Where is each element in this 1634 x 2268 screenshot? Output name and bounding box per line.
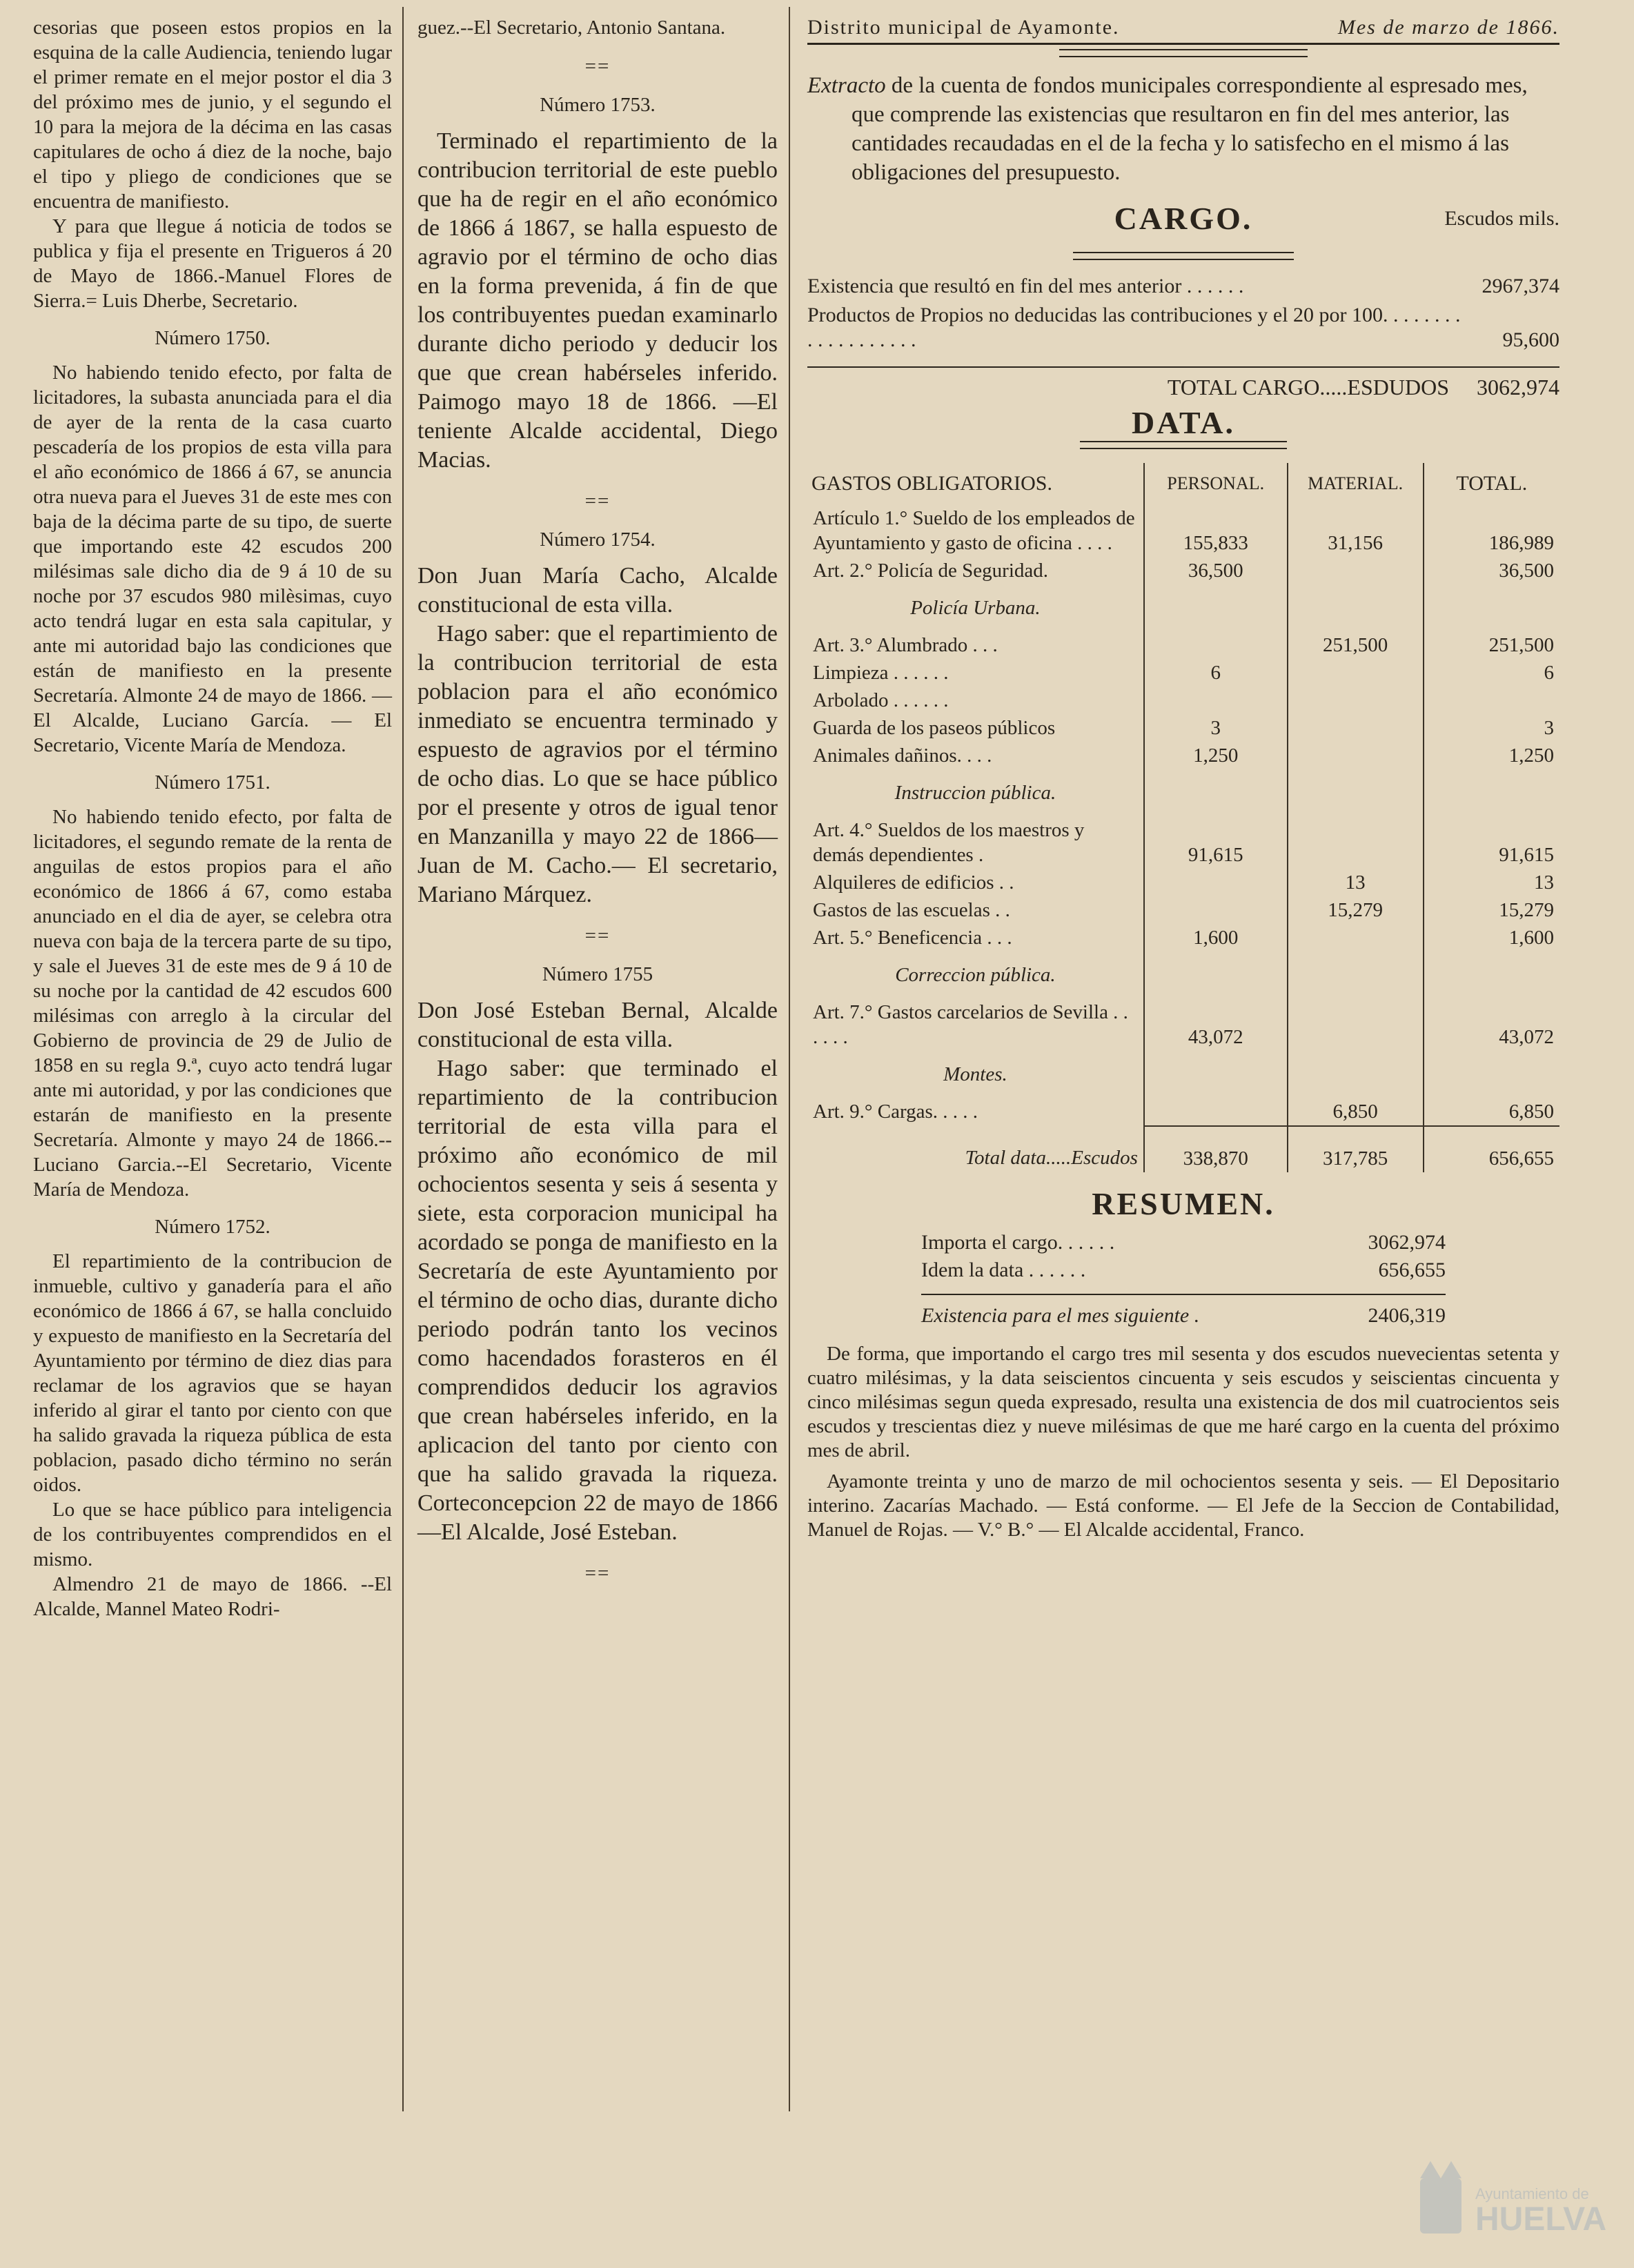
row-label: Art. 2.° Policía de Seguridad. <box>813 560 1049 582</box>
cargo-value: 95,600 <box>1502 328 1559 351</box>
cell-personal <box>1144 1098 1288 1126</box>
header-district: Distrito municipal de Ayamonte. <box>807 16 1120 39</box>
cell-personal: 43,072 <box>1144 998 1288 1051</box>
cell-personal: 1,600 <box>1144 924 1288 951</box>
closing-paragraph: Ayamonte treinta y uno de marzo de mil ochocientos sesenta y seis. — El Depositario interino. Zacarías Machado. — Está conforme. — El Jefe de la Seccion de Contabilidad, Manuel de Rojas. — V.° B.° — El Alcalde accidental, Franco. <box>807 1470 1559 1541</box>
cell-material <box>1288 687 1424 714</box>
cargo-row <box>807 274 1559 299</box>
notice-number: Número 1752. <box>155 1216 270 1238</box>
empty-cell <box>1424 584 1559 631</box>
empty-cell <box>1288 769 1424 816</box>
resumen-title: RESUMEN. <box>1092 1186 1275 1221</box>
table-row <box>807 504 1559 557</box>
cell-total: 6 <box>1424 659 1559 687</box>
column-header-total: TOTAL. <box>1424 463 1559 504</box>
watermark-line1: Ayuntamiento de <box>1475 2185 1589 2202</box>
notice-number: Número 1751. <box>155 771 270 793</box>
table-row <box>807 714 1559 742</box>
empty-cell <box>1288 584 1424 631</box>
notice-number: Número 1753. <box>540 94 656 116</box>
column-middle <box>417 15 778 1599</box>
cell-personal: 91,615 <box>1144 816 1288 869</box>
cargo-label: Existencia que resultó en fin del mes anterior . . . . . . <box>807 275 1244 297</box>
row-label: Arbolado . . . . . . <box>813 689 949 711</box>
row-label: Guarda de los paseos públicos <box>813 717 1056 739</box>
cell-personal: 6 <box>1144 659 1288 687</box>
row-label: Total data.....Escudos <box>965 1147 1138 1169</box>
resumen-block <box>921 1230 1446 1328</box>
units-label: Escudos mils. <box>1444 207 1559 230</box>
resumen-label: Existencia para el mes siguiente . <box>921 1304 1200 1327</box>
ornament-rule <box>1073 252 1294 260</box>
cell-material <box>1288 998 1424 1051</box>
notice-number: Número 1754. <box>540 529 656 551</box>
text-paragraph: Hago saber: que terminado el repartimiento de la contribucion territorial de esta villa para el próximo año económico de mil ochocientos sesenta y seis á sesenta y siete, esta corporacion municipal ha acordado se ponga de manifiesto en la Secretaría de este Ayuntamiento por el término de ocho dias, durante dicho periodo podrán tanto los vecinos como hacendados forasteros en él comprendidos deducir los agravios que crean habérseles inferido, en la aplicacion del tanto por ciento con que ha salido gravada la riqueza. Corteconcepcion 22 de mayo de 1866 —El Alcalde, José Esteban. <box>417 1056 778 1545</box>
cell-personal: 3 <box>1144 714 1288 742</box>
text-paragraph: El repartimiento de la contribucion de inmueble, cultivo y ganadería para el año económico de 1866 á 67, se halla concluido y expuesto de manifiesto en la Secretaría del Ayuntamiento por término de diez dias para reclamar de los agravios que se hayan inferido al girar el tanto por ciento con que ha salido gravada la riqueza pública de esta poblacion, pasado dicho término no serán oidos. <box>33 1250 392 1496</box>
cell-total: 1,250 <box>1424 742 1559 769</box>
section-heading: Correccion pública. <box>895 964 1056 986</box>
cell-total: 36,500 <box>1424 557 1559 584</box>
cell-material <box>1288 816 1424 869</box>
resumen-label: Idem la data . . . . . . <box>921 1259 1086 1281</box>
text-paragraph: No habiendo tenido efecto, por falta de licitadores, la subasta anunciada para el dia de ayer de la renta de la casa cuarto pescadería de los propios de esta villa para el año económico de 1866 á 67, se anuncia otra nueva para el Jueves 31 de este mes con baja de la décima parte de su tipo, de suerte que importando este 42 escudos 200 milésimas sale dicho dia de 9 á 10 de su noche por 37 escudos 980 milèsimas, cuyo acto tendrá lugar en esta sala capitular, y ante mi autoridad bajo las condiciones que están de manifiesto en la presente Secretaría. Almonte 24 de mayo de 1866. — El Alcalde, Luciano García. — El Secretario, Vicente María de Mendoza. <box>33 362 392 756</box>
cell-personal: 36,500 <box>1144 557 1288 584</box>
table-row <box>807 659 1559 687</box>
watermark-logo <box>1406 2151 1613 2254</box>
row-label: Art. 9.° Cargas. . . . . <box>813 1101 978 1123</box>
cell-material: 6,850 <box>1288 1098 1424 1126</box>
table-row <box>807 631 1559 659</box>
resumen-value: 2406,319 <box>1368 1304 1446 1327</box>
cell-total <box>1424 687 1559 714</box>
text-paragraph: Don José Esteban Bernal, Alcalde constitucional de esta villa. <box>417 998 778 1052</box>
empty-cell <box>1288 951 1424 998</box>
cell-material <box>1288 659 1424 687</box>
table-row <box>807 998 1559 1051</box>
cell-material: 31,156 <box>1288 504 1424 557</box>
row-label: Art. 5.° Beneficencia . . . <box>813 927 1012 949</box>
section-row <box>807 951 1559 998</box>
cell-material <box>1288 714 1424 742</box>
text-paragraph: Don Juan María Cacho, Alcalde constitucional de esta villa. <box>417 563 778 618</box>
extract-lead: Extracto <box>807 73 886 98</box>
text-paragraph: Lo que se hace público para inteligencia de los contribuyentes comprendidos en el mismo. <box>33 1499 392 1570</box>
crown-icon <box>1420 2161 1461 2234</box>
extract-text: de la cuenta de fondos municipales correspondiente al espresado mes, que comprende las existencias que resultaron en fin del mes anterior, las cantidades recaudadas en el de la fecha y lo satisfecho en el mismo á las obligaciones del presupuesto. <box>852 73 1528 185</box>
text-paragraph: guez.--El Secretario, Antonio Santana. <box>417 17 726 39</box>
cargo-value: 2967,374 <box>1482 275 1559 297</box>
cell-total: 186,989 <box>1424 504 1559 557</box>
resumen-row <box>921 1294 1446 1328</box>
column-divider <box>402 7 404 2111</box>
resumen-row <box>921 1258 1446 1283</box>
cell-personal: 155,833 <box>1144 504 1288 557</box>
cargo-row <box>807 303 1559 353</box>
gastos-heading: GASTOS OBLIGATORIOS. <box>811 472 1052 495</box>
empty-cell <box>1424 769 1559 816</box>
table-row <box>807 924 1559 951</box>
row-label: Art. 4.° Sueldos de los maestros y demás dependientes . <box>813 819 1085 866</box>
column-header-material: MATERIAL. <box>1288 463 1424 504</box>
column-divider <box>789 7 790 2111</box>
total-cargo-label: TOTAL CARGO.....ESDUDOS <box>1167 375 1449 400</box>
cell-personal <box>1144 631 1288 659</box>
cell-material: 15,279 <box>1288 896 1424 924</box>
column-right <box>807 15 1559 1549</box>
table-header-row <box>807 463 1559 504</box>
cargo-label: Productos de Propios no deducidas las contribuciones y el 20 por 100. . . . . . . . . . . . . . . . . . . <box>807 304 1461 351</box>
cell-material: 251,500 <box>1288 631 1424 659</box>
table-row <box>807 742 1559 769</box>
ornament-rule <box>1080 441 1287 449</box>
row-label: Art. 3.° Alumbrado . . . <box>813 634 998 656</box>
cell-material: 13 <box>1288 869 1424 896</box>
table-row <box>807 869 1559 896</box>
table-row <box>807 557 1559 584</box>
text-paragraph: Hago saber: que el repartimiento de la contribucion territorial de esta poblacion para el año económico inmediato se encuentra terminado y espuesto de agravios por el término de ocho dias. Lo que se hace público por el presente y otros de igual tenor en Manzanilla y mayo 22 de 1866—Juan de M. Cacho.— El secretario, Mariano Márquez. <box>417 621 778 907</box>
section-row <box>807 769 1559 816</box>
text-paragraph: Y para que llegue á noticia de todos se publica y fija el presente en Trigueros á 20 de Mayo de 1866.-Manuel Flores de Sierra.= Luis Dherbe, Secretario. <box>33 215 392 312</box>
cell-personal <box>1144 896 1288 924</box>
empty-cell <box>1424 951 1559 998</box>
cell-material <box>1288 742 1424 769</box>
section-row <box>807 1051 1559 1098</box>
cell-total: 91,615 <box>1424 816 1559 869</box>
header-date: Mes de marzo de 1866. <box>1337 16 1559 39</box>
cargo-heading <box>807 201 1559 245</box>
text-paragraph: Almendro 21 de mayo de 1866. --El Alcalde, Mannel Mateo Rodri- <box>33 1573 392 1620</box>
resumen-label: Importa el cargo. . . . . . <box>921 1231 1115 1254</box>
cell-personal <box>1144 687 1288 714</box>
notice-number: Número 1755 <box>542 963 653 985</box>
watermark-line2: HUELVA <box>1475 2201 1607 2238</box>
ornament-rule <box>1059 49 1308 57</box>
separator: == <box>584 1562 611 1584</box>
data-table-body <box>807 504 1559 1172</box>
cell-material: 317,785 <box>1288 1126 1424 1172</box>
separator: == <box>584 925 611 947</box>
empty-cell <box>1424 1051 1559 1098</box>
section-heading: Policía Urbana. <box>910 597 1041 619</box>
separator: == <box>584 55 611 77</box>
cargo-title: CARGO. <box>1114 201 1253 236</box>
total-cargo <box>807 366 1559 400</box>
text-paragraph: Terminado el repartimiento de la contribucion territorial de este pueblo que ha de regir en el año económico de 1866 á 1867, se halla espuesto de agravio por el término de ocho dias en la forma prevenida, á fin de que los contribuyentes puedan examinarlo durante dicho periodo y deducir los que que crean habérseles inferido. Paimogo mayo 18 de 1866. —El teniente Alcalde accidental, Diego Macias. <box>417 128 778 473</box>
table-row <box>807 816 1559 869</box>
column-header-personal: PERSONAL. <box>1144 463 1288 504</box>
cell-material <box>1288 924 1424 951</box>
row-label: Artículo 1.° Sueldo de los empleados de Ayuntamiento y gasto de oficina . . . . <box>813 507 1135 554</box>
cell-total: 43,072 <box>1424 998 1559 1051</box>
section-row <box>807 584 1559 631</box>
extract-paragraph <box>807 71 1559 187</box>
notice-number: Número 1750. <box>155 327 270 349</box>
column-left <box>33 15 392 1621</box>
empty-cell <box>1144 951 1288 998</box>
empty-cell <box>1144 584 1288 631</box>
row-label: Animales dañinos. . . . <box>813 745 992 767</box>
table-row <box>807 687 1559 714</box>
cell-total: 656,655 <box>1424 1126 1559 1172</box>
cell-personal: 338,870 <box>1144 1126 1288 1172</box>
row-label: Art. 7.° Gastos carcelarios de Sevilla . . . . . . <box>813 1001 1128 1048</box>
section-heading: Montes. <box>943 1063 1007 1085</box>
total-cargo-value: 3062,974 <box>1477 375 1559 400</box>
separator: == <box>584 490 611 512</box>
resumen-value: 656,655 <box>1378 1259 1446 1281</box>
data-title: DATA. <box>1131 405 1235 440</box>
cell-material <box>1288 557 1424 584</box>
cell-total: 1,600 <box>1424 924 1559 951</box>
empty-cell <box>1288 1051 1424 1098</box>
resumen-row <box>921 1230 1446 1255</box>
closing-paragraph: De forma, que importando el cargo tres mil sesenta y dos escudos nuevecientas setenta y cuatro milésimas, y la data seiscientos cincuenta y seis escudos y seiscientas cincuenta y cinco milésimas segun queda expresado, resulta una existencia de dos mil cuatrocientos seis escudos y trescientas diez y nueve milésimas de que me haré cargo en la cuenta del próximo mes de abril. <box>807 1343 1559 1461</box>
total-row <box>807 1126 1559 1172</box>
text-paragraph: cesorias que poseen estos propios en la esquina de la calle Audiencia, teniendo lugar el primer remate en el mejor postor el dia 3 del próximo mes de junio, y el segundo el 10 para la mejora de la décima en las casas capitulares de ocho á diez de la noche, bajo el tipo y pliego de condiciones que se encuentra de manifiesto. <box>33 17 392 213</box>
empty-cell <box>1144 769 1288 816</box>
cell-total: 251,500 <box>1424 631 1559 659</box>
cell-total: 15,279 <box>1424 896 1559 924</box>
section-heading: Instruccion pública. <box>894 782 1056 804</box>
row-label: Limpieza . . . . . . <box>813 662 949 684</box>
cell-total: 13 <box>1424 869 1559 896</box>
table-row <box>807 896 1559 924</box>
data-table <box>807 463 1559 1172</box>
row-label: Gastos de las escuelas . . <box>813 899 1010 921</box>
cell-total: 3 <box>1424 714 1559 742</box>
cell-personal <box>1144 869 1288 896</box>
table-row <box>807 1098 1559 1126</box>
empty-cell <box>1144 1051 1288 1098</box>
cell-total: 6,850 <box>1424 1098 1559 1126</box>
page-header <box>807 15 1559 45</box>
cell-personal: 1,250 <box>1144 742 1288 769</box>
row-label: Alquileres de edificios . . <box>813 871 1014 894</box>
text-paragraph: No habiendo tenido efecto, por falta de licitadores, el segundo remate de la renta de anguilas de estos propios para el año económico de 1866 á 67, como estaba anunciado en el dia de ayer, se celebra otra nueva con baja de la tercera parte de su tipo, y sale el Jueves 31 de este mes de 9 á 10 de su noche por la cantidad de 42 escudos 600 milésimas con arreglo à la circular del Gobierno de provincia de 29 de Julio de 1858 en su regla 9.ª, cuyo acto tendrá lugar ante mi autoridad, y por las condiciones que estarán de manifiesto en la presente Secretaría. Almonte y mayo 24 de 1866.--Luciano Garcia.--El Secretario, Vicente María de Mendoza. <box>33 806 392 1201</box>
resumen-value: 3062,974 <box>1368 1231 1446 1254</box>
